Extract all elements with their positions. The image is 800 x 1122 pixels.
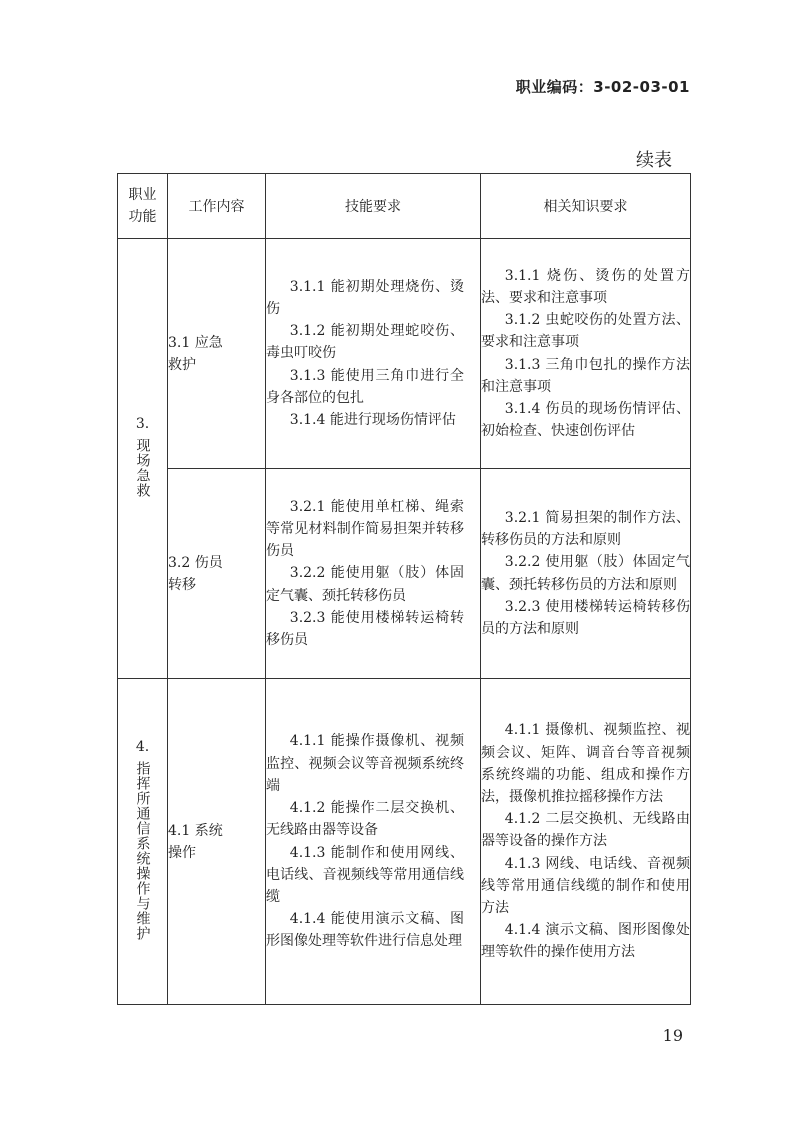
skill-item: 3.2.3 能使用楼梯转运椅转移伤员: [266, 609, 464, 648]
knowledge-item: 4.1.4 演示文稿、图形图像处理等软件的操作使用方法: [481, 922, 690, 961]
table-row: [118, 239, 691, 469]
table-row: [118, 469, 691, 679]
work-content-cell: 3.2 伤员 转移: [168, 469, 266, 679]
skill-item: 3.2.1 能使用单杠梯、绳索等常见材料制作简易担架并转移伤员: [266, 498, 464, 560]
skills-cell: [266, 239, 481, 469]
skills-cell: [266, 469, 481, 679]
function-name: 指挥所通信系统操作与维护: [134, 760, 151, 941]
knowledge-item: 3.1.2 虫蛇咬伤的处置方法、要求和注意事项: [481, 312, 690, 351]
knowledge-item: 3.2.3 使用楼梯转运椅转移伤员的方法和原则: [481, 598, 690, 637]
skills-cell: [266, 679, 481, 1005]
occupation-code: 职业编码：3-02-03-01: [515, 78, 690, 96]
knowledge-item: 4.1.3 网线、电话线、音视频线等常用通信线缆的制作和使用方法: [481, 855, 690, 916]
table-row: [118, 679, 691, 1005]
function-cell-3: [118, 239, 168, 679]
knowledge-item: 4.1.1 摄像机、视频监控、视频会议、矩阵、调音台等音视频系统终端的功能、组成和操作方法，摄像机推拉摇移操作方法: [481, 722, 690, 805]
header-skills: 技能要求: [266, 174, 481, 239]
skill-item: 4.1.2 能操作二层交换机、无线路由器等设备: [266, 800, 464, 839]
table-header-row: [118, 174, 691, 239]
knowledge-item: 3.1.3 三角巾包扎的操作方法和注意事项: [481, 356, 690, 395]
knowledge-item: 4.1.2 二层交换机、无线路由器等设备的操作方法: [481, 811, 690, 850]
knowledge-item: 3.2.2 使用躯（肢）体固定气囊、颈托转移伤员的方法和原则: [481, 554, 690, 593]
skill-item: 3.1.3 能使用三角巾进行全身各部位的包扎: [266, 367, 464, 406]
function-name: 现场急救: [134, 437, 151, 498]
skill-item: 3.2.2 能使用躯（肢）体固定气囊、颈托转移伤员: [266, 565, 464, 604]
knowledge-cell: [481, 679, 691, 1005]
knowledge-item: 3.1.4 伤员的现场伤情评估、初始检查、快速创伤评估: [481, 400, 690, 440]
skill-item: 4.1.1 能操作摄像机、视频监控、视频会议等音视频系统终端: [266, 733, 464, 794]
header-work-content: 工作内容: [168, 174, 266, 239]
knowledge-item: 3.1.1 烧伤、烫伤的处置方法、要求和注意事项: [481, 267, 690, 306]
function-number: 3.: [135, 415, 150, 432]
header-knowledge: 相关知识要求: [481, 174, 691, 239]
skill-item: 3.1.2 能初期处理蛇咬伤、毒虫叮咬伤: [266, 323, 464, 362]
continued-label: 续表: [636, 150, 672, 171]
header-function: 职业 功能: [118, 174, 168, 239]
skills-table: [117, 173, 691, 1005]
knowledge-cell: [481, 469, 691, 679]
skill-item: 3.1.4 能进行现场伤情评估: [289, 412, 456, 428]
skill-item: 4.1.4 能使用演示文稿、图形图像处理等软件进行信息处理: [266, 911, 464, 950]
work-content-cell: 3.1 应急 救护: [168, 239, 266, 469]
knowledge-item: 3.2.1 简易担架的制作方法、转移伤员的方法和原则: [481, 509, 690, 549]
knowledge-cell: [481, 239, 691, 469]
work-content-cell: 4.1 系统 操作: [168, 679, 266, 1005]
function-number: 4.: [135, 738, 150, 755]
function-cell-4: [118, 679, 168, 1005]
skill-item: 4.1.3 能制作和使用网线、电话线、音视频线等常用通信线缆: [266, 844, 464, 905]
skill-item: 3.1.1 能初期处理烧伤、烫伤: [266, 278, 464, 317]
page-number: 19: [662, 1026, 683, 1045]
